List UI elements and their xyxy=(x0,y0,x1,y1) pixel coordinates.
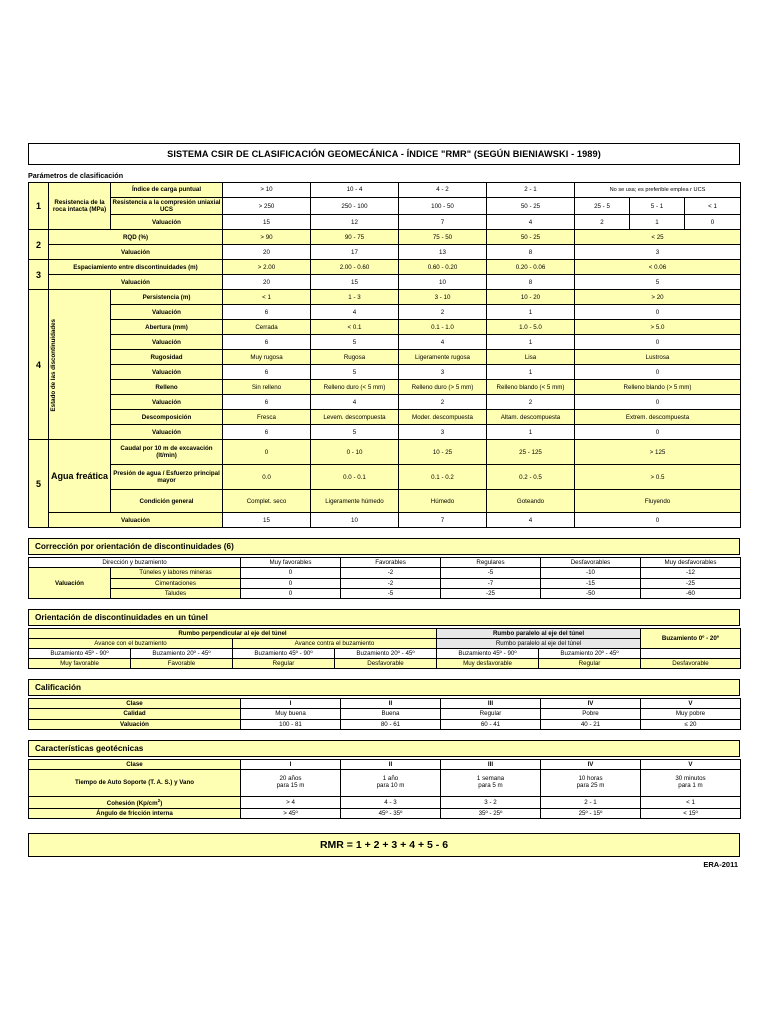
table-row xyxy=(29,260,741,275)
cell-desc-3: Moder. descompuesta xyxy=(399,410,487,425)
table-row xyxy=(29,465,741,490)
cell-val-rqd-2: 17 xyxy=(311,245,399,260)
header-regulares: Regulares xyxy=(441,558,541,568)
cell-esp-3: 0.60 - 0.20 xyxy=(399,260,487,275)
label-cohesion-text: Cohesión (Kp/cm xyxy=(106,799,158,807)
cell-val-res-1: 15 xyxy=(223,215,311,230)
cell-esp-5: < 0.06 xyxy=(575,260,741,275)
label-presion-agua: Presión de agua / Esfuerzo principal mayor xyxy=(111,465,223,490)
cell-val-desc-5: 0 xyxy=(575,425,741,440)
cell-caudal-3: 10 - 25 xyxy=(399,440,487,465)
cell-val-rug-1: 6 xyxy=(223,365,311,380)
cell-val-desc-4: 1 xyxy=(487,425,575,440)
cell-tal-3: -25 xyxy=(441,588,541,598)
cohesion-1: > 4 xyxy=(241,796,341,808)
cell-val-rug-4: 1 xyxy=(487,365,575,380)
clase-5: V xyxy=(641,699,741,709)
label-valuacion-rqd: Valuación xyxy=(49,245,223,260)
calidad-1: Muy buena xyxy=(241,709,341,719)
cohesion-5: < 1 xyxy=(641,796,741,808)
cell-ucs-2: 250 - 100 xyxy=(311,198,399,215)
cell-cim-2: -2 xyxy=(341,578,441,588)
subheader-buz-4: Buzamiento 20º - 45º xyxy=(335,649,437,659)
calidad-5: Muy pobre xyxy=(641,709,741,719)
cell-tun-4: -10 xyxy=(541,568,641,578)
label-persistencia: Persistencia (m) xyxy=(111,290,223,305)
cell-desc-5: Extrem. descompuesta xyxy=(575,410,741,425)
tiempo-1-line1: 20 años xyxy=(279,775,302,783)
label-avance-con-buzamiento: Avance con el buzamiento xyxy=(29,638,233,648)
friccion-4: 25º - 15º xyxy=(541,808,641,818)
label-clase: Clase xyxy=(29,699,241,709)
tiempo-3-line2: para 5 m xyxy=(478,781,503,789)
cell-pers-4: 10 - 20 xyxy=(487,290,575,305)
cell-carga-puntual-4: 2 - 1 xyxy=(487,183,575,198)
tiempo-4 xyxy=(541,769,641,796)
cell-cond-1: Complet. seco xyxy=(223,490,311,513)
cell-val-desc-1: 6 xyxy=(223,425,311,440)
cohesion-4: 2 - 1 xyxy=(541,796,641,808)
cell-tun-5: -12 xyxy=(641,568,741,578)
cell-caudal-4: 25 - 125 xyxy=(487,440,575,465)
friccion-2: 45º - 35º xyxy=(341,808,441,818)
label-rumbo-paralelo-sub: Rumbo paralelo al eje del túnel xyxy=(437,638,641,648)
page-title: SISTEMA CSIR DE CLASIFICACIÓN GEOMECÁNICA - ÍNDICE "RMR" (SEGÚN BIENIAWSKI - 1989) xyxy=(28,143,740,165)
cell-presion-3: 0.1 - 0.2 xyxy=(399,465,487,490)
table-row xyxy=(29,759,741,769)
table-row xyxy=(29,709,741,719)
label-valuacion-correccion: Valuación xyxy=(29,568,111,598)
cell-val-res-4: 4 xyxy=(487,215,575,230)
table-orientacion-tunel xyxy=(28,628,741,670)
label-taludes: Taludes xyxy=(111,588,241,598)
param-label-resistencia: Resistencia de la roca intacta (MPa) xyxy=(49,183,111,230)
valuacion-2: 80 - 61 xyxy=(341,719,441,729)
tiempo-1 xyxy=(241,769,341,796)
cell-carga-puntual-2: 10 - 4 xyxy=(311,183,399,198)
label-rumbo-perpendicular: Rumbo perpendicular al eje del túnel xyxy=(29,628,437,638)
label-abertura: Abertura (mm) xyxy=(111,320,223,335)
cell-val-desc-3: 3 xyxy=(399,425,487,440)
cell-desc-2: Levem. descompuesta xyxy=(311,410,399,425)
label-cohesion-exponent: 2 xyxy=(157,797,161,803)
cell-abert-1: Cerrada xyxy=(223,320,311,335)
cell-val-rqd-4: 8 xyxy=(487,245,575,260)
table-row xyxy=(29,275,741,290)
cell-ucs-3: 100 - 50 xyxy=(399,198,487,215)
table-row xyxy=(29,558,741,568)
cell-ucs-6: 5 - 1 xyxy=(630,198,685,215)
table-row xyxy=(29,335,741,350)
table-row xyxy=(29,395,741,410)
cell-val-abert-3: 4 xyxy=(399,335,487,350)
label-valuacion-agua: Valuación xyxy=(49,513,223,528)
table-row xyxy=(29,305,741,320)
table-row xyxy=(29,628,741,638)
cell-val-abert-5: 0 xyxy=(575,335,741,350)
cell-rell-2: Relleno duro (< 5 mm) xyxy=(311,380,399,395)
header-favorables: Favorables xyxy=(341,558,441,568)
table-parametros-clasificacion xyxy=(28,182,741,528)
tiempo-2 xyxy=(341,769,441,796)
label-valuacion-descomposicion: Valuación xyxy=(111,425,223,440)
cell-val-pers-4: 1 xyxy=(487,305,575,320)
rating-1: Muy favorable xyxy=(29,659,131,669)
cell-val-rell-4: 2 xyxy=(487,395,575,410)
tiempo-5-line2: para 1 m xyxy=(678,781,703,789)
clase-1: I xyxy=(241,699,341,709)
label-cimentaciones: Cimentaciones xyxy=(111,578,241,588)
cell-rqd-5: < 25 xyxy=(575,230,741,245)
table-caracteristicas-geotecnicas xyxy=(28,759,741,819)
clase-geo-5: V xyxy=(641,759,741,769)
table-row xyxy=(29,796,741,808)
label-condicion-general: Condición general xyxy=(111,490,223,513)
cell-presion-2: 0.0 - 0.1 xyxy=(311,465,399,490)
cell-cim-5: -25 xyxy=(641,578,741,588)
cell-cim-3: -7 xyxy=(441,578,541,588)
cell-val-agua-4: 4 xyxy=(487,513,575,528)
table-row xyxy=(29,719,741,729)
label-cohesion xyxy=(29,796,241,808)
cell-rell-4: Relleno blando (< 5 mm) xyxy=(487,380,575,395)
label-calidad: Calidad xyxy=(29,709,241,719)
cell-cim-4: -15 xyxy=(541,578,641,588)
table-row xyxy=(29,769,741,796)
rmr-formula: RMR = 1 + 2 + 3 + 4 + 5 - 6 xyxy=(28,833,740,857)
cell-tal-1: 0 xyxy=(241,588,341,598)
cell-caudal-2: 0 - 10 xyxy=(311,440,399,465)
cell-ucs-1: > 250 xyxy=(223,198,311,215)
cell-caudal-5: > 125 xyxy=(575,440,741,465)
cell-val-res-6: 1 xyxy=(630,215,685,230)
table-correccion-orientacion xyxy=(28,557,741,599)
table-row xyxy=(29,290,741,305)
cell-carga-puntual-1: > 10 xyxy=(223,183,311,198)
label-avance-contra-buzamiento: Avance contra el buzamiento xyxy=(233,638,437,648)
subheader-buz-1: Buzamiento 45º - 90º xyxy=(29,649,131,659)
table-row xyxy=(29,365,741,380)
clase-2: II xyxy=(341,699,441,709)
rating-6: Regular xyxy=(539,659,641,669)
clase-4: IV xyxy=(541,699,641,709)
cell-val-pers-2: 4 xyxy=(311,305,399,320)
cell-rug-4: Lisa xyxy=(487,350,575,365)
rating-7: Desfavorable xyxy=(641,659,741,669)
cell-val-pers-3: 2 xyxy=(399,305,487,320)
cell-val-esp-5: 5 xyxy=(575,275,741,290)
table-row xyxy=(29,215,741,230)
label-buzamiento-0-20: Buzamiento 0º - 20º xyxy=(641,628,741,648)
cell-val-res-5: 2 xyxy=(575,215,630,230)
cell-rqd-3: 75 - 50 xyxy=(399,230,487,245)
cell-desc-1: Fresca xyxy=(223,410,311,425)
table-row xyxy=(29,320,741,335)
cell-caudal-1: 0 xyxy=(223,440,311,465)
cell-val-rqd-3: 13 xyxy=(399,245,487,260)
table-row xyxy=(29,649,741,659)
cell-presion-1: 0.0 xyxy=(223,465,311,490)
clase-3: III xyxy=(441,699,541,709)
banner-caracteristicas-geotecnicas: Características geotécnicas xyxy=(28,740,740,757)
banner-correccion-orientacion: Corrección por orientación de discontinuidades (6) xyxy=(28,538,740,555)
subheader-buz-3: Buzamiento 45º - 90º xyxy=(233,649,335,659)
label-valuacion-espaciamiento: Valuación xyxy=(49,275,223,290)
table-row xyxy=(29,699,741,709)
tiempo-1-line2: para 15 m xyxy=(276,781,305,789)
cell-val-pers-1: 6 xyxy=(223,305,311,320)
table-row xyxy=(29,350,741,365)
cell-val-pers-5: 0 xyxy=(575,305,741,320)
table-row xyxy=(29,440,741,465)
label-carga-puntual: Índice de carga puntual xyxy=(111,183,223,198)
friccion-3: 35º - 25º xyxy=(441,808,541,818)
cohesion-3: 3 - 2 xyxy=(441,796,541,808)
tiempo-5-line1: 30 minutos xyxy=(675,775,706,783)
label-espaciamiento: Espaciamiento entre discontinuidades (m) xyxy=(49,260,223,275)
label-valuacion-abertura: Valuación xyxy=(111,335,223,350)
document-body xyxy=(28,143,740,869)
cell-val-rug-3: 3 xyxy=(399,365,487,380)
table-row xyxy=(29,410,741,425)
clase-geo-3: III xyxy=(441,759,541,769)
calidad-3: Regular xyxy=(441,709,541,719)
param-number-5: 5 xyxy=(29,440,49,528)
label-valuacion-resistencia: Valuación xyxy=(111,215,223,230)
valuacion-3: 60 - 41 xyxy=(441,719,541,729)
table-row xyxy=(29,183,741,198)
cell-val-agua-2: 10 xyxy=(311,513,399,528)
cell-tun-1: 0 xyxy=(241,568,341,578)
cell-val-esp-1: 20 xyxy=(223,275,311,290)
cell-presion-4: 0.2 - 0.5 xyxy=(487,465,575,490)
cell-tal-4: -50 xyxy=(541,588,641,598)
cell-abert-5: > 5.0 xyxy=(575,320,741,335)
clase-geo-1: I xyxy=(241,759,341,769)
cell-val-res-2: 12 xyxy=(311,215,399,230)
cell-rqd-1: > 90 xyxy=(223,230,311,245)
cell-abert-3: 0.1 - 1.0 xyxy=(399,320,487,335)
cell-val-rqd-5: 3 xyxy=(575,245,741,260)
table-row xyxy=(29,578,741,588)
label-direccion-buzamiento: Dirección y buzamiento xyxy=(29,558,241,568)
table-row xyxy=(29,659,741,669)
cell-rqd-4: 50 - 25 xyxy=(487,230,575,245)
cell-ucs-7: < 1 xyxy=(685,198,741,215)
valuacion-4: 40 - 21 xyxy=(541,719,641,729)
table-row xyxy=(29,230,741,245)
table-row xyxy=(29,808,741,818)
tiempo-4-line2: para 25 m xyxy=(576,781,605,789)
tiempo-3-line1: 1 semana xyxy=(476,775,505,783)
cell-carga-puntual-3: 4 - 2 xyxy=(399,183,487,198)
header-desfavorables: Desfavorables xyxy=(541,558,641,568)
subheader-buz-5: Buzamiento 45º - 90º xyxy=(437,649,539,659)
label-caudal: Caudal por 10 m de excavación (lt/min) xyxy=(111,440,223,465)
cell-pers-2: 1 - 3 xyxy=(311,290,399,305)
cell-no-se-usa: No se usa; es preferible emplea r UCS xyxy=(575,183,741,198)
cohesion-2: 4 - 3 xyxy=(341,796,441,808)
label-cohesion-close: ) xyxy=(160,799,163,807)
param-number-3: 3 xyxy=(29,260,49,290)
cell-rell-1: Sin relleno xyxy=(223,380,311,395)
footer-credit: ERA-2011 xyxy=(703,860,738,870)
tiempo-2-line2: para 10 m xyxy=(376,781,405,789)
cell-abert-4: 1.0 - 5.0 xyxy=(487,320,575,335)
table-row xyxy=(29,568,741,578)
table-row xyxy=(29,198,741,215)
label-agua-freatica: Agua freática xyxy=(49,440,111,513)
cell-rell-3: Relleno duro (> 5 mm) xyxy=(399,380,487,395)
label-descomposicion: Descomposición xyxy=(111,410,223,425)
tiempo-5 xyxy=(641,769,741,796)
rating-2: Favorable xyxy=(131,659,233,669)
label-valuacion-calificacion: Valuación xyxy=(29,719,241,729)
rating-3: Regular xyxy=(233,659,335,669)
calidad-4: Pobre xyxy=(541,709,641,719)
cell-val-agua-1: 15 xyxy=(223,513,311,528)
label-valuacion-relleno: Valuación xyxy=(111,395,223,410)
cell-val-esp-2: 15 xyxy=(311,275,399,290)
subheader-buz-2: Buzamiento 20º - 45º xyxy=(131,649,233,659)
param-number-2: 2 xyxy=(29,230,49,260)
cell-val-res-3: 7 xyxy=(399,215,487,230)
cell-val-rell-5: 0 xyxy=(575,395,741,410)
cell-val-rqd-1: 20 xyxy=(223,245,311,260)
cell-val-rug-5: 0 xyxy=(575,365,741,380)
table-row xyxy=(29,588,741,598)
cell-rug-3: Ligeramente rugosa xyxy=(399,350,487,365)
banner-orientacion-tunel: Orientación de discontinuidades en un túnel xyxy=(28,609,740,626)
cell-val-rug-2: 5 xyxy=(311,365,399,380)
calidad-2: Buena xyxy=(341,709,441,719)
param-number-4: 4 xyxy=(29,290,49,440)
tiempo-2-line1: 1 año xyxy=(382,775,399,783)
label-tiempo-autosoporte: Tiempo de Auto Soporte (T. A. S.) y Vano xyxy=(29,769,241,796)
cell-cond-5: Fluyendo xyxy=(575,490,741,513)
cell-val-rell-3: 2 xyxy=(399,395,487,410)
table-row xyxy=(29,380,741,395)
cell-esp-4: 0.20 - 0.06 xyxy=(487,260,575,275)
tiempo-3 xyxy=(441,769,541,796)
label-rqd: RQD (%) xyxy=(49,230,223,245)
cell-val-esp-3: 10 xyxy=(399,275,487,290)
cell-tal-5: -60 xyxy=(641,588,741,598)
cell-val-esp-4: 8 xyxy=(487,275,575,290)
valuacion-1: 100 - 81 xyxy=(241,719,341,729)
label-angulo-friccion: Ángulo de fricción interna xyxy=(29,808,241,818)
cell-val-rell-1: 6 xyxy=(223,395,311,410)
cell-tal-2: -5 xyxy=(341,588,441,598)
label-ucs: Resistencia a la compresión uniaxial UCS xyxy=(111,198,223,215)
cell-pers-5: > 20 xyxy=(575,290,741,305)
friccion-1: > 45º xyxy=(241,808,341,818)
param-number-1: 1 xyxy=(29,183,49,230)
cell-presion-5: > 0.5 xyxy=(575,465,741,490)
cell-val-abert-2: 5 xyxy=(311,335,399,350)
cell-rell-5: Relleno blando (> 5 mm) xyxy=(575,380,741,395)
table-calificacion xyxy=(28,698,741,729)
cell-val-agua-3: 7 xyxy=(399,513,487,528)
cell-rug-2: Rugosa xyxy=(311,350,399,365)
cell-tun-2: -2 xyxy=(341,568,441,578)
cell-val-agua-5: 0 xyxy=(575,513,741,528)
cell-rug-1: Muy rugosa xyxy=(223,350,311,365)
cell-val-desc-2: 5 xyxy=(311,425,399,440)
banner-calificacion: Calificación xyxy=(28,679,740,696)
table-row xyxy=(29,513,741,528)
table-row xyxy=(29,638,741,648)
subheader-buz-6: Buzamiento 20º - 45º xyxy=(539,649,641,659)
cell-val-res-7: 0 xyxy=(685,215,741,230)
label-rugosidad: Rugosidad xyxy=(111,350,223,365)
cell-esp-1: > 2.00 xyxy=(223,260,311,275)
section-label-parametros: Parámetros de clasificación xyxy=(28,171,124,180)
label-valuacion-rugosidad: Valuación xyxy=(111,365,223,380)
friccion-5: < 15º xyxy=(641,808,741,818)
cell-rqd-2: 90 - 75 xyxy=(311,230,399,245)
cell-cim-1: 0 xyxy=(241,578,341,588)
label-clase-geo: Clase xyxy=(29,759,241,769)
table-row xyxy=(29,245,741,260)
subheader-buz-7 xyxy=(641,649,741,659)
cell-ucs-4: 50 - 25 xyxy=(487,198,575,215)
cell-rug-5: Lustrosa xyxy=(575,350,741,365)
table-row xyxy=(29,425,741,440)
label-tuneles-labores: Túneles y labores mineras xyxy=(111,568,241,578)
valuacion-5: ≤ 20 xyxy=(641,719,741,729)
cell-cond-2: Ligeramente húmedo xyxy=(311,490,399,513)
cell-tun-3: -5 xyxy=(441,568,541,578)
clase-geo-2: II xyxy=(341,759,441,769)
header-muy-desfavorables: Muy desfavorables xyxy=(641,558,741,568)
cell-val-rell-2: 4 xyxy=(311,395,399,410)
cell-abert-2: < 0.1 xyxy=(311,320,399,335)
cell-pers-3: 3 - 10 xyxy=(399,290,487,305)
cell-pers-1: < 1 xyxy=(223,290,311,305)
cell-val-abert-1: 6 xyxy=(223,335,311,350)
table-row xyxy=(29,490,741,513)
cell-ucs-5: 25 - 5 xyxy=(575,198,630,215)
header-muy-favorables: Muy favorables xyxy=(241,558,341,568)
rating-4: Desfavorable xyxy=(335,659,437,669)
clase-geo-4: IV xyxy=(541,759,641,769)
cell-desc-4: Altam. descompuesta xyxy=(487,410,575,425)
cell-cond-4: Goteando xyxy=(487,490,575,513)
cell-cond-3: Húmedo xyxy=(399,490,487,513)
tiempo-4-line1: 10 horas xyxy=(578,775,603,783)
cell-val-abert-4: 1 xyxy=(487,335,575,350)
rating-5: Muy desfavorable xyxy=(437,659,539,669)
cell-esp-2: 2.00 - 0.60 xyxy=(311,260,399,275)
label-estado-discontinuidades: Estado de las discontinuidades xyxy=(49,290,111,440)
label-rumbo-paralelo: Rumbo paralelo al eje del túnel xyxy=(437,628,641,638)
label-valuacion-persistencia: Valuación xyxy=(111,305,223,320)
label-relleno: Relleno xyxy=(111,380,223,395)
